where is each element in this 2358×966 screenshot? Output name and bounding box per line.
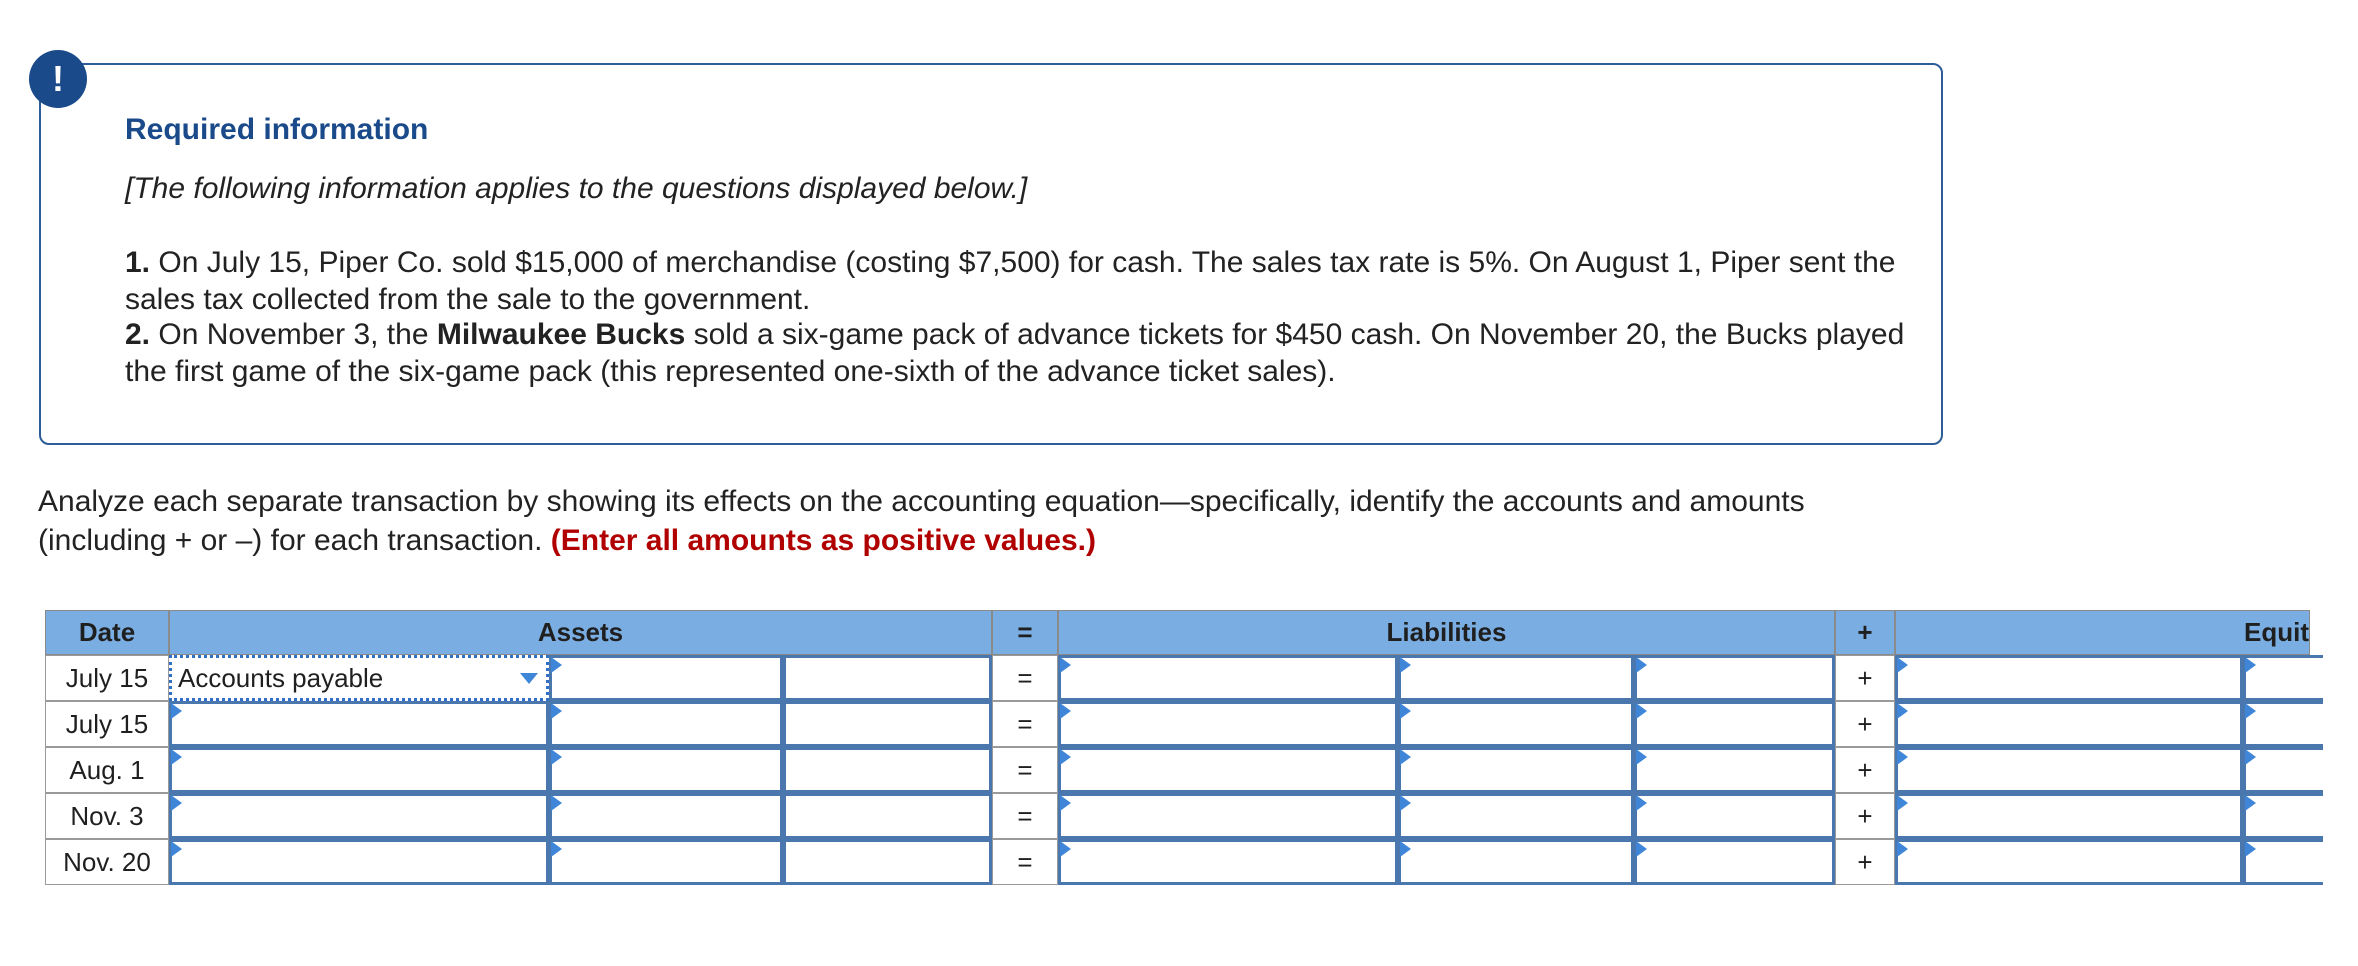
row-2-plus-sign: + (1835, 701, 1895, 747)
input-marker-icon (1897, 841, 1908, 857)
input-marker-icon (1897, 795, 1908, 811)
row-5-assets-amount-2[interactable] (783, 839, 992, 885)
info-item-2-text-b: sold a six-game pack of advance tickets for $450 cash. On November 20, the Bucks played the first game of the six-game pack (this represented one-sixth of the advance ticket sales). (125, 318, 1905, 388)
input-marker-icon (1897, 749, 1908, 765)
row-3-plus-sign: + (1835, 747, 1895, 793)
input-marker-icon (1400, 703, 1411, 719)
row-1-liabilities-amount-2[interactable] (1634, 655, 1835, 701)
row-1-assets-account-value: Accounts payable (178, 662, 384, 693)
input-marker-icon (1897, 657, 1908, 673)
input-marker-icon (171, 703, 182, 719)
info-item-1-number: 1. (125, 246, 151, 279)
row-2-date: July 15 (45, 701, 169, 747)
row-2-equals-sign: = (992, 701, 1058, 747)
row-2-assets-amount-2[interactable] (783, 701, 992, 747)
row-3-equity-account[interactable] (1895, 747, 2243, 793)
row-2-liabilities-amount-1[interactable] (1398, 701, 1634, 747)
row-4-assets-account[interactable] (169, 793, 549, 839)
row-5-equity-amount[interactable] (2243, 839, 2323, 885)
row-4-equity-account[interactable] (1895, 793, 2243, 839)
row-1-equity-account[interactable] (1895, 655, 2243, 701)
chevron-down-icon[interactable] (520, 673, 538, 684)
row-5-assets-amount-1[interactable] (549, 839, 783, 885)
header-liabilities: Liabilities (1058, 610, 1835, 655)
row-2-assets-account[interactable] (169, 701, 549, 747)
alert-icon: ! (29, 50, 87, 108)
row-3-assets-amount-1[interactable] (549, 747, 783, 793)
row-4-liabilities-amount-2[interactable] (1634, 793, 1835, 839)
input-marker-icon (1400, 795, 1411, 811)
row-4-assets-amount-2[interactable] (783, 793, 992, 839)
input-marker-icon (1400, 657, 1411, 673)
row-5-equals-sign: = (992, 839, 1058, 885)
input-marker-icon (1060, 703, 1071, 719)
header-equity: Equit (1895, 610, 2310, 655)
row-3-date: Aug. 1 (45, 747, 169, 793)
row-4-assets-amount-1[interactable] (549, 793, 783, 839)
input-marker-icon (1060, 841, 1071, 857)
input-marker-icon (551, 703, 562, 719)
header-date: Date (45, 610, 169, 655)
info-item-2-text-a: On November 3, the (150, 318, 437, 351)
row-1-assets-amount-1[interactable] (549, 655, 783, 701)
input-marker-icon (1400, 749, 1411, 765)
row-2-equity-account[interactable] (1895, 701, 2243, 747)
row-5-date: Nov. 20 (45, 839, 169, 885)
input-marker-icon (2245, 703, 2256, 719)
row-2-liabilities-amount-2[interactable] (1634, 701, 1835, 747)
info-item-2-bold: Milwaukee Bucks (436, 318, 686, 351)
row-5-liabilities-amount-2[interactable] (1634, 839, 1835, 885)
row-1-plus-sign: + (1835, 655, 1895, 701)
input-marker-icon (1400, 841, 1411, 857)
info-subtitle: [The following information applies to the questions displayed below.] (125, 172, 1028, 205)
input-marker-icon (171, 795, 182, 811)
input-marker-icon (1636, 749, 1647, 765)
row-3-assets-account[interactable] (169, 747, 549, 793)
row-2-liabilities-account[interactable] (1058, 701, 1398, 747)
input-marker-icon (1636, 795, 1647, 811)
row-3-equals-sign: = (992, 747, 1058, 793)
row-1-assets-account-select[interactable] (169, 655, 549, 701)
instructions-emphasis: (Enter all amounts as positive values.) (550, 524, 1096, 557)
header-equals: = (992, 610, 1058, 655)
row-5-liabilities-amount-1[interactable] (1398, 839, 1634, 885)
header-assets: Assets (169, 610, 992, 655)
row-4-plus-sign: + (1835, 793, 1895, 839)
row-1-equals-sign: = (992, 655, 1058, 701)
input-marker-icon (1060, 657, 1071, 673)
input-marker-icon (2245, 841, 2256, 857)
row-3-liabilities-account[interactable] (1058, 747, 1398, 793)
input-marker-icon (2245, 795, 2256, 811)
info-title: Required information (125, 113, 429, 146)
row-5-liabilities-account[interactable] (1058, 839, 1398, 885)
instructions-text: Analyze each separate transaction by showing its effects on the accounting equation—specifically, identify the accounts and amounts (including + or –) for each transaction. (38, 485, 1805, 557)
row-2-assets-amount-1[interactable] (549, 701, 783, 747)
input-marker-icon (2245, 749, 2256, 765)
row-1-liabilities-account[interactable] (1058, 655, 1398, 701)
row-3-liabilities-amount-1[interactable] (1398, 747, 1634, 793)
info-item-2-number: 2. (125, 318, 151, 351)
input-marker-icon (1636, 703, 1647, 719)
info-item-1-text: On July 15, Piper Co. sold $15,000 of merchandise (costing $7,500) for cash. The sales tax rate is 5%. On August 1, Piper sent the sales tax collected from the sale to the government. (125, 246, 1896, 316)
input-marker-icon (551, 657, 562, 673)
row-1-equity-amount[interactable] (2243, 655, 2323, 701)
input-marker-icon (171, 749, 182, 765)
row-4-date: Nov. 3 (45, 793, 169, 839)
row-4-liabilities-account[interactable] (1058, 793, 1398, 839)
input-marker-icon (551, 795, 562, 811)
input-marker-icon (551, 841, 562, 857)
input-marker-icon (1636, 841, 1647, 857)
row-1-liabilities-amount-1[interactable] (1398, 655, 1634, 701)
input-marker-icon (1897, 703, 1908, 719)
input-marker-icon (1636, 657, 1647, 673)
input-marker-icon (1060, 749, 1071, 765)
input-marker-icon (2245, 657, 2256, 673)
row-4-equity-amount[interactable] (2243, 793, 2323, 839)
row-3-equity-amount[interactable] (2243, 747, 2323, 793)
row-5-plus-sign: + (1835, 839, 1895, 885)
row-5-assets-account[interactable] (169, 839, 549, 885)
row-5-equity-account[interactable] (1895, 839, 2243, 885)
header-plus: + (1835, 610, 1895, 655)
row-2-equity-amount[interactable] (2243, 701, 2323, 747)
row-1-assets-amount-2[interactable] (783, 655, 992, 701)
row-3-assets-amount-2[interactable] (783, 747, 992, 793)
row-4-liabilities-amount-1[interactable] (1398, 793, 1634, 839)
input-marker-icon (551, 749, 562, 765)
row-4-equals-sign: = (992, 793, 1058, 839)
input-marker-icon (1060, 795, 1071, 811)
row-1-date: July 15 (45, 655, 169, 701)
input-marker-icon (171, 841, 182, 857)
row-3-liabilities-amount-2[interactable] (1634, 747, 1835, 793)
